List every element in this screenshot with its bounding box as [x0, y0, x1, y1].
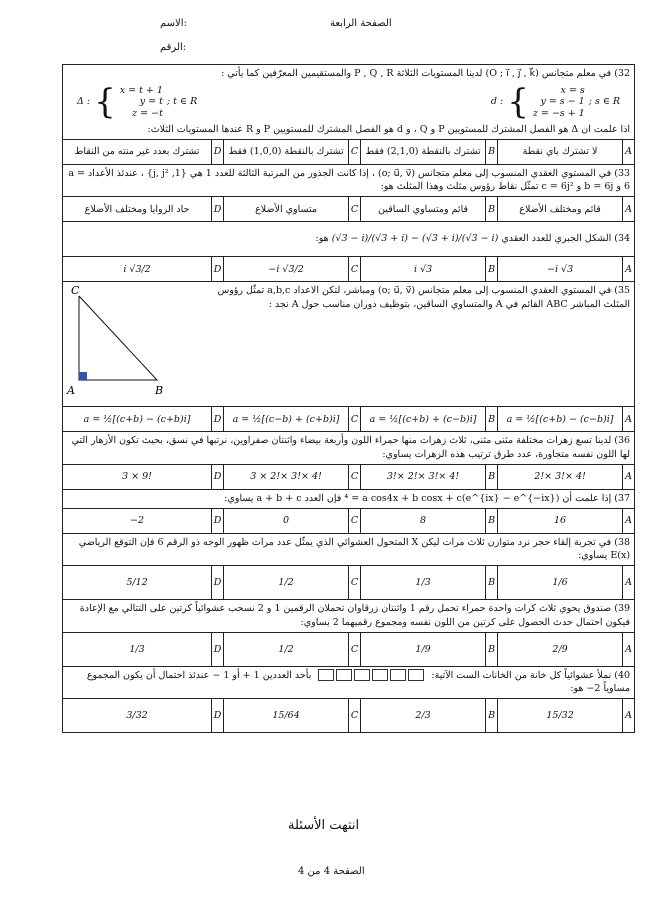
question-38: 38) في تجربة إلقاء حجر نرد متوازن ثلاث مرات ليكن X المتحول العشوائي الذي يمثّل عدد مرات ظهور الوجه ذو الرقم 6 فإن التوقع الرياضي E(x) يساوي:: [63, 533, 635, 566]
vertex-a: A: [67, 384, 75, 398]
option-a[interactable]: 15/32: [498, 699, 623, 733]
option-a[interactable]: 2!× 3!× 4!: [498, 464, 623, 489]
option-c[interactable]: a = ½[(c−b) + (c+b)i]: [224, 407, 349, 432]
vertex-c: C: [71, 284, 80, 298]
option-d[interactable]: 1/3: [63, 632, 212, 666]
line-d-system: d : { x = s y = s − 1 z = −s + 1 ; s ∈ R: [490, 81, 621, 122]
name-label: الاسم:: [160, 18, 187, 29]
option-b[interactable]: قائم ومتساوي الساقين: [361, 197, 486, 222]
option-c[interactable]: تشترك بالنقطة (1,0,0) فقط: [224, 139, 349, 164]
options-35: A a = ½[(c+b) − (c−b)i] B a = ½[(c+b) + (c−b)i] C a = ½[(c−b) + (c+b)i] D a = ½[(c+b) − (c+b)i]: [63, 407, 635, 432]
option-c[interactable]: 15/64: [224, 699, 349, 733]
option-d[interactable]: 3/32: [63, 699, 212, 733]
option-c[interactable]: 3 × 2!× 3!× 4!: [224, 464, 349, 489]
options-33: A قائم ومختلف الأضلاع B قائم ومتساوي الساقين C متساوي الأضلاع D حاد الزوايا ومختلف الأضلاع: [63, 197, 635, 222]
option-c[interactable]: 1/2: [224, 632, 349, 666]
options-32: A لا تشترك باي نقطة B تشترك بالنقطة (2,1,0) فقط C تشترك بالنقطة (1,0,0) فقط D تشترك بعدد غير منته من النقاط: [63, 139, 635, 164]
options-38: A 1/6 B 1/3 C 1/2 D 5/12: [63, 566, 635, 600]
line-delta-system: Δ : { x = t + 1 y = t z = −t ; t ∈ R: [77, 81, 198, 122]
right-angle-mark: [79, 372, 87, 380]
question-35: C A B 35) في المستوي العقدي المنسوب إلى معلم متجانس (o; u⃗, v⃗) ومباشر، لتكن الاعداد a,b,c تمثّل رؤوس المثلث المباشر ABC القائم في A والمتساوي الساقين، بتوظيف دوران مناسب حول A نجد :: [63, 282, 635, 407]
end-of-questions: انتهت الأسئلة: [288, 818, 360, 833]
options-40: A 15/32 B 2/3 C 15/64 D 3/32: [63, 699, 635, 733]
question-37: 37) إذا علمت أن (e^{ix} − e^{−ix})⁴ = a cos4x + b cosx + c فإن العدد a + b + c يساوي:: [63, 489, 635, 508]
questions-table: [62, 64, 635, 733]
option-d[interactable]: a = ½[(c+b) − (c+b)i]: [63, 407, 212, 432]
question-34: 34) الشكل الجبري للعدد العقدي (√3 − i)/(√3 + i) − (√3 + i)/(√3 − i) هو:: [63, 222, 635, 257]
option-a[interactable]: 16: [498, 508, 623, 533]
option-d[interactable]: i √3/2: [63, 257, 212, 282]
option-b[interactable]: تشترك بالنقطة (2,1,0) فقط: [361, 139, 486, 164]
option-d[interactable]: تشترك بعدد غير منته من النقاط: [63, 139, 212, 164]
option-a[interactable]: قائم ومختلف الأضلاع: [498, 197, 623, 222]
option-a[interactable]: a = ½[(c+b) − (c−b)i]: [498, 407, 623, 432]
option-b[interactable]: 1/3: [361, 566, 486, 600]
option-c[interactable]: −i √3/2: [224, 257, 349, 282]
option-d[interactable]: 3 × 9!: [63, 464, 212, 489]
question-32: 32) في معلم متجانس (O ; i⃗ , j⃗ , k⃗) لدينا المستويات الثلاثة P , Q , R والمستقيمين المعرّفين كما يأتي : Δ : { x = t + 1 y = t z = −t ; t ∈ R d : { x = s y = s − 1 z = −s + 1 ; s ∈ R اذا علمت ان Δ هو الفصل المشترك للمستويين P و Q ، و d هو الفصل المشترك للمستويين P و R عندها المستويات الثلاث:: [63, 65, 635, 140]
option-c[interactable]: 0: [224, 508, 349, 533]
option-a[interactable]: −i √3: [498, 257, 623, 282]
six-cells-figure: [318, 669, 424, 681]
options-39: A 2/9 B 1/9 C 1/2 D 1/3: [63, 632, 635, 666]
question-36: 36) لدينا تسع زهرات مختلفة مثنى مثنى، ثلاث زهرات منها حمراء اللون وأربعة بيضاء واثنتان صفراوين، نرتبها في نسق، بحيث تكون الأزهار التي لها اللون نفسه متجاورة، عدد طرق ترتيب هذه الزهرات يساوي:: [63, 432, 635, 465]
option-c[interactable]: 1/2: [224, 566, 349, 600]
option-b[interactable]: i √3: [361, 257, 486, 282]
vertex-b: B: [155, 384, 164, 398]
option-d[interactable]: 5/12: [63, 566, 212, 600]
options-36: A 2!× 3!× 4! B 3!× 2!× 3!× 4! C 3 × 2!× 3!× 4! D 3 × 9!: [63, 464, 635, 489]
option-b[interactable]: 8: [361, 508, 486, 533]
option-b[interactable]: 3!× 2!× 3!× 4!: [361, 464, 486, 489]
question-33: 33) في المستوي العقدي المنسوب إلى معلم متجانس (o; u⃗, v⃗) ، إذا كانت الجذور من المرتبة الثالثة للعدد 1 هي {1, j, j²} ، عندئذ الأعداد a = 6 و b = 6j و c = 6j² تمثّل نقاط رؤوس مثلث وهذا المثلث هو:: [63, 164, 635, 197]
option-b[interactable]: 2/3: [361, 699, 486, 733]
options-37: A 16 B 8 C 0 D −2: [63, 508, 635, 533]
option-a[interactable]: 2/9: [498, 632, 623, 666]
triangle-figure: [65, 284, 185, 402]
option-d[interactable]: −2: [63, 508, 212, 533]
options-34: A −i √3 B i √3 C −i √3/2 D i √3/2: [63, 257, 635, 282]
option-b[interactable]: a = ½[(c+b) + (c−b)i]: [361, 407, 486, 432]
page-number: الصفحة 4 من 4: [298, 866, 365, 877]
option-a[interactable]: لا تشترك باي نقطة: [498, 139, 623, 164]
option-c[interactable]: متساوي الأضلاع: [224, 197, 349, 222]
number-label: الرقم:: [160, 42, 187, 53]
question-39: 39) صندوق يحوي ثلاث كرات واحدة حمراء تحمل رقم 1 واثنتان زرقاوان تحملان الرقمين 1 و 2 نسحب عشوائياً كرتين على التتالي مع الإعادة فيكون احتمال حدث الحصول على كرتين من اللون نفسه ومجموع رقميهما 2 يساوي:: [63, 600, 635, 633]
option-a[interactable]: 1/6: [498, 566, 623, 600]
option-d[interactable]: حاد الزوايا ومختلف الأضلاع: [63, 197, 212, 222]
expression: (√3 − i)/(√3 + i) − (√3 + i)/(√3 − i): [331, 233, 499, 245]
option-b[interactable]: 1/9: [361, 632, 486, 666]
page-title: الصفحة الرابعة: [330, 18, 392, 29]
question-40: 40) نملأ عشوائياً كل خانة من الخانات الست الآتية: بأحد العددين 1 + أو 1 − عندئذ احتمال أن يكون المجموع مساوياً 2− هو:: [63, 666, 635, 699]
